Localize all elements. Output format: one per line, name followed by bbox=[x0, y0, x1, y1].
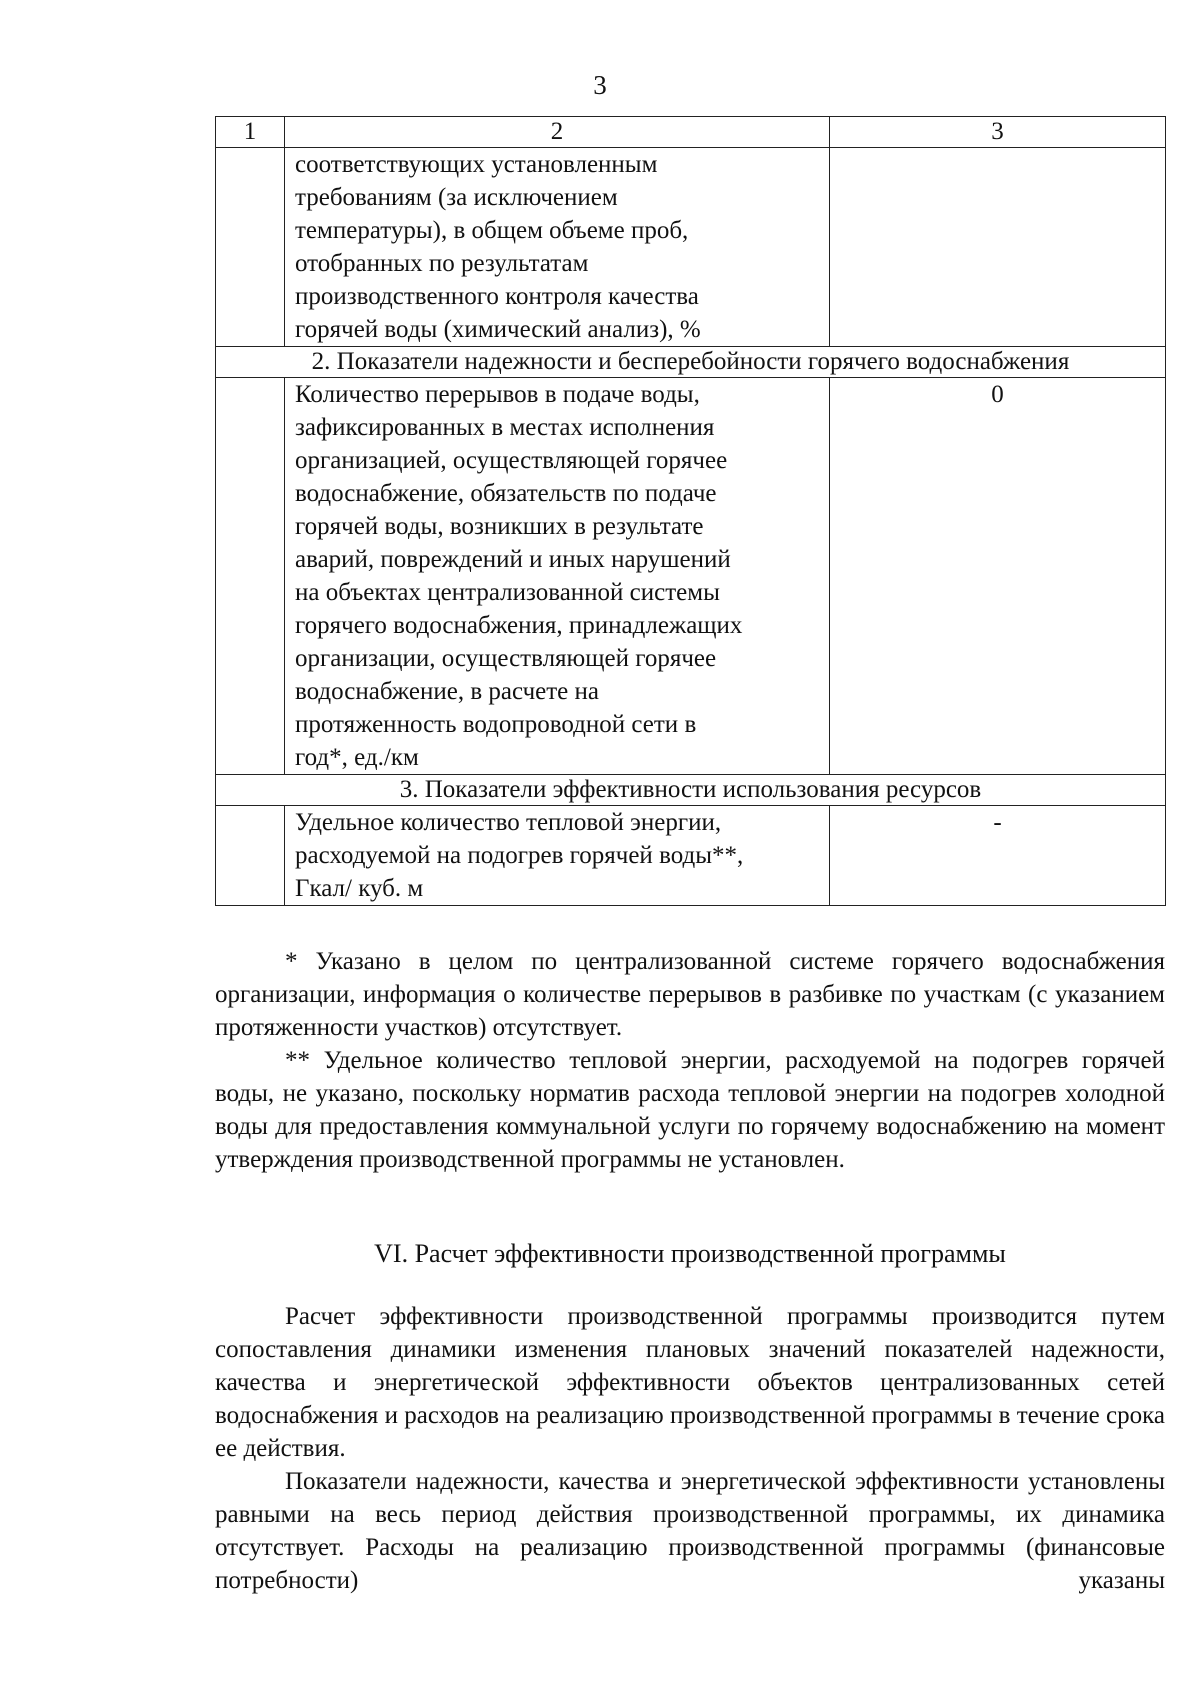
row-number-cell bbox=[216, 148, 285, 347]
text-line: на объектах централизованной системы bbox=[295, 579, 720, 606]
indicator-value-cell: 0 bbox=[830, 378, 1166, 775]
text-line: протяженность водопроводной сети в bbox=[295, 711, 697, 738]
row-number-cell bbox=[216, 806, 285, 906]
text-line: водоснабжение, в расчете на bbox=[295, 678, 599, 705]
table-row bbox=[216, 378, 1166, 775]
indicator-name-cell bbox=[285, 148, 830, 347]
column-header-3: 3 bbox=[830, 117, 1166, 148]
text-line: Количество перерывов в подаче воды, bbox=[295, 381, 700, 408]
indicators-table bbox=[215, 116, 1166, 906]
paragraph: Расчет эффективности производственной программы производится путем сопоставления динамики изменения плановых значений показателей надежности, качества и энергетической эффективности объектов централизованных сетей водоснабжения и расходов на реализацию производственной программы в течение срока ее действия. bbox=[215, 1303, 1165, 1462]
text-line: Удельное количество тепловой энергии, bbox=[295, 809, 722, 836]
section-title: 2. Показатели надежности и бесперебойности горячего водоснабжения bbox=[216, 347, 1166, 378]
paragraph: Показатели надежности, качества и энергетической эффективности установлены равными на весь период действия производственной программы, их динамика отсутствует. Расходы на реализацию производственной программы (финансовые потребности) указаны bbox=[215, 1468, 1165, 1594]
text-line: организацией, осуществляющей горячее bbox=[295, 447, 728, 474]
text-line: расходуемой на подогрев горячей воды**, bbox=[295, 842, 744, 869]
table-row bbox=[216, 806, 1166, 906]
section-title: 3. Показатели эффективности использования ресурсов bbox=[216, 775, 1166, 806]
row-number-cell bbox=[216, 378, 285, 775]
indicator-value-cell: - bbox=[830, 806, 1166, 906]
footnotes bbox=[215, 945, 1165, 1176]
section-heading: VI. Расчет эффективности производственной программы bbox=[374, 1239, 1006, 1268]
footnote-2: ** Удельное количество тепловой энергии, расходуемой на подогрев горячей воды, не указано, поскольку норматив расхода тепловой энергии на подогрев холодной воды для предоставления коммунальной услуги по горячему водоснабжению на момент утверждения производственной программы не установлен. bbox=[215, 1047, 1165, 1173]
text-line: горячей воды, возникших в результате bbox=[295, 513, 704, 540]
text-line: год*, ед./км bbox=[295, 744, 419, 771]
text-line: отобранных по результатам bbox=[295, 250, 589, 277]
footnote-1: * Указано в целом по централизованной системе горячего водоснабжения организации, информация о количестве перерывов в разбивке по участкам (с указанием протяженности участков) отсутствует. bbox=[215, 948, 1165, 1041]
text-line: зафиксированных в местах исполнения bbox=[295, 414, 715, 441]
column-header-2: 2 bbox=[285, 117, 830, 148]
table-header-row bbox=[216, 117, 1166, 148]
indicator-name-cell bbox=[285, 378, 830, 775]
text-line: температуры), в общем объеме проб, bbox=[295, 217, 689, 244]
text-line: требованиям (за исключением bbox=[295, 184, 618, 211]
table-row bbox=[216, 148, 1166, 347]
indicator-value-cell bbox=[830, 148, 1166, 347]
text-line: организации, осуществляющей горячее bbox=[295, 645, 717, 672]
text-line: соответствующих установленным bbox=[295, 151, 658, 178]
text-line: водоснабжение, обязательств по подаче bbox=[295, 480, 717, 507]
text-line: производственного контроля качества bbox=[295, 283, 699, 310]
body-text bbox=[215, 1300, 1165, 1597]
section-header-row bbox=[216, 347, 1166, 378]
page-number: 3 bbox=[593, 70, 607, 100]
text-line: горячей воды (химический анализ), % bbox=[295, 316, 701, 343]
column-header-1: 1 bbox=[216, 117, 285, 148]
section-header-row bbox=[216, 775, 1166, 806]
text-line: Гкал/ куб. м bbox=[295, 875, 424, 902]
indicator-name-cell bbox=[285, 806, 830, 906]
text-line: горячего водоснабжения, принадлежащих bbox=[295, 612, 743, 639]
text-line: аварий, повреждений и иных нарушений bbox=[295, 546, 731, 573]
